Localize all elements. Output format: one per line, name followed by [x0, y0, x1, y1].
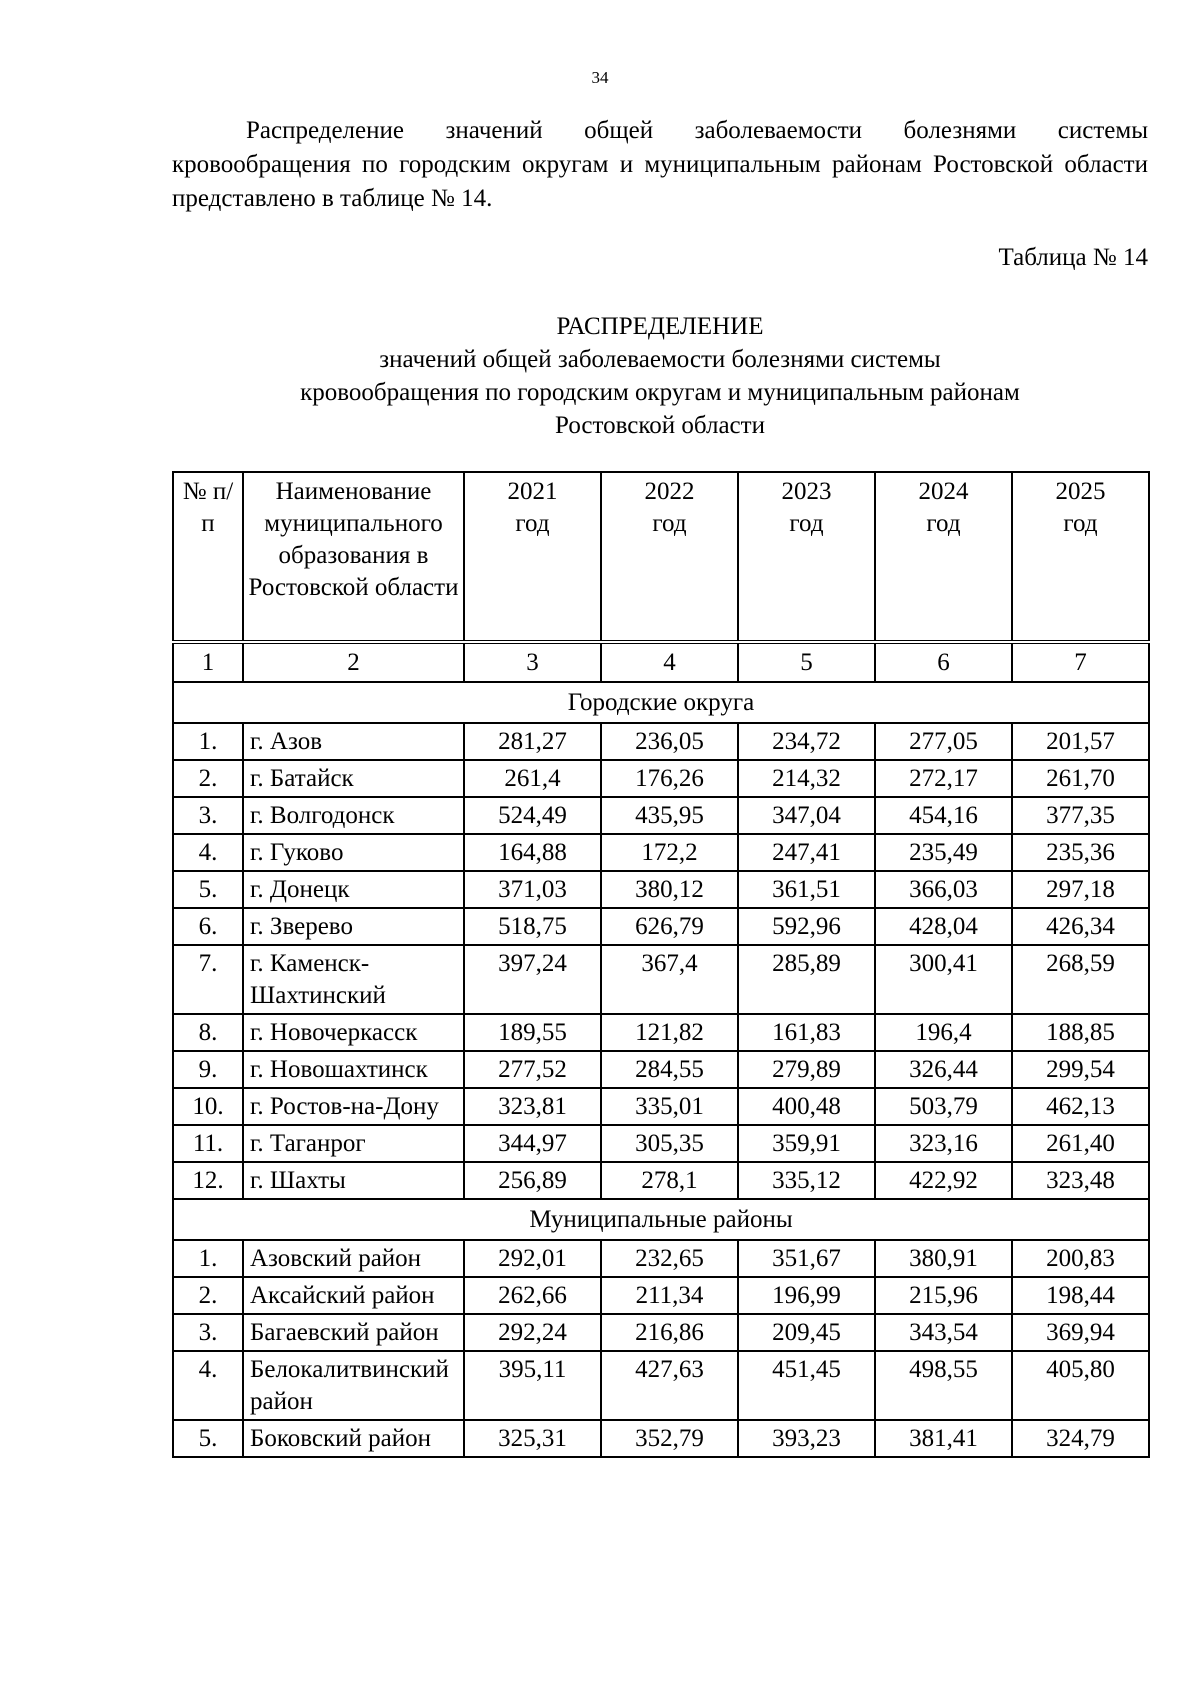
value-2022: 121,82: [601, 1014, 738, 1051]
value-2021: 524,49: [464, 797, 601, 834]
row-number: 10.: [173, 1088, 243, 1125]
value-2025: 426,34: [1012, 908, 1149, 945]
title-line-3: кровообращения по городским округам и муниципальным районам: [300, 379, 1020, 406]
value-2024: 215,96: [875, 1277, 1012, 1314]
table-row: [173, 1420, 1149, 1457]
municipality-name: г. Зверево: [243, 908, 464, 945]
value-2021: 256,89: [464, 1162, 601, 1199]
value-2022: 284,55: [601, 1051, 738, 1088]
title-line-2: значений общей заболеваемости болезнями системы: [379, 346, 941, 373]
intro-text: Распределение значений общей заболеваемости болезнями системы кровообращения по городским округам и муниципальным районам Ростовской области представлено в таблице № 14.: [172, 117, 1148, 212]
value-2022: 352,79: [601, 1420, 738, 1457]
row-number: 2.: [173, 760, 243, 797]
table-row: [173, 834, 1149, 871]
column-number-row: [173, 642, 1149, 682]
value-2021: 518,75: [464, 908, 601, 945]
municipality-name: Аксайский район: [243, 1277, 464, 1314]
value-2022: 211,34: [601, 1277, 738, 1314]
value-2025: 369,94: [1012, 1314, 1149, 1351]
value-2024: 422,92: [875, 1162, 1012, 1199]
header-row: [173, 472, 1149, 642]
value-2022: 335,01: [601, 1088, 738, 1125]
value-2024: 428,04: [875, 908, 1012, 945]
table-caption: Таблица № 14: [998, 244, 1148, 271]
value-2025: 324,79: [1012, 1420, 1149, 1457]
row-number: 11.: [173, 1125, 243, 1162]
value-2025: 188,85: [1012, 1014, 1149, 1051]
value-2021: 371,03: [464, 871, 601, 908]
title-line-1: РАСПРЕДЕЛЕНИЕ: [556, 313, 764, 340]
municipality-name: Белокалитвинский район: [243, 1351, 464, 1420]
value-2022: 367,4: [601, 945, 738, 1014]
section-row: [173, 682, 1149, 723]
header-2024: 2024 год: [875, 472, 1012, 642]
value-2021: 395,11: [464, 1351, 601, 1420]
table-row: [173, 908, 1149, 945]
value-2024: 277,05: [875, 723, 1012, 760]
row-number: 6.: [173, 908, 243, 945]
value-2024: 272,17: [875, 760, 1012, 797]
section-row: [173, 1199, 1149, 1240]
row-number: 1.: [173, 723, 243, 760]
value-2024: 380,91: [875, 1240, 1012, 1277]
value-2025: 201,57: [1012, 723, 1149, 760]
column-number: 1: [173, 642, 243, 682]
value-2025: 200,83: [1012, 1240, 1149, 1277]
row-number: 5.: [173, 1420, 243, 1457]
value-2025: 323,48: [1012, 1162, 1149, 1199]
value-2024: 343,54: [875, 1314, 1012, 1351]
value-2024: 503,79: [875, 1088, 1012, 1125]
table-row: [173, 1162, 1149, 1199]
table-row: [173, 1051, 1149, 1088]
value-2021: 397,24: [464, 945, 601, 1014]
table-row: [173, 797, 1149, 834]
header-2023: 2023 год: [738, 472, 875, 642]
header-2022: 2022 год: [601, 472, 738, 642]
table-row: [173, 871, 1149, 908]
value-2025: 405,80: [1012, 1351, 1149, 1420]
value-2024: 235,49: [875, 834, 1012, 871]
column-number: 7: [1012, 642, 1149, 682]
row-number: 12.: [173, 1162, 243, 1199]
value-2022: 216,86: [601, 1314, 738, 1351]
title-line-4: Ростовской области: [555, 412, 765, 439]
municipality-name: г. Волгодонск: [243, 797, 464, 834]
value-2023: 196,99: [738, 1277, 875, 1314]
value-2022: 176,26: [601, 760, 738, 797]
municipality-name: г. Шахты: [243, 1162, 464, 1199]
value-2025: 377,35: [1012, 797, 1149, 834]
value-2022: 172,2: [601, 834, 738, 871]
page-number: 34: [591, 68, 609, 87]
value-2022: 236,05: [601, 723, 738, 760]
value-2021: 344,97: [464, 1125, 601, 1162]
row-number: 1.: [173, 1240, 243, 1277]
value-2021: 281,27: [464, 723, 601, 760]
value-2025: 462,13: [1012, 1088, 1149, 1125]
value-2023: 234,72: [738, 723, 875, 760]
value-2024: 366,03: [875, 871, 1012, 908]
value-2024: 326,44: [875, 1051, 1012, 1088]
value-2025: 198,44: [1012, 1277, 1149, 1314]
municipality-name: г. Новошахтинск: [243, 1051, 464, 1088]
value-2025: 261,70: [1012, 760, 1149, 797]
value-2025: 235,36: [1012, 834, 1149, 871]
municipality-name: г. Донецк: [243, 871, 464, 908]
value-2023: 335,12: [738, 1162, 875, 1199]
municipality-name: г. Батайск: [243, 760, 464, 797]
value-2023: 592,96: [738, 908, 875, 945]
table-row: [173, 945, 1149, 1014]
table-row: [173, 723, 1149, 760]
value-2024: 323,16: [875, 1125, 1012, 1162]
table-row: [173, 1351, 1149, 1420]
value-2023: 451,45: [738, 1351, 875, 1420]
value-2023: 279,89: [738, 1051, 875, 1088]
value-2023: 347,04: [738, 797, 875, 834]
column-number: 6: [875, 642, 1012, 682]
column-number: 3: [464, 642, 601, 682]
value-2024: 498,55: [875, 1351, 1012, 1420]
value-2021: 164,88: [464, 834, 601, 871]
header-2021: 2021 год: [464, 472, 601, 642]
row-number: 9.: [173, 1051, 243, 1088]
municipality-name: г. Новочеркасск: [243, 1014, 464, 1051]
value-2022: 435,95: [601, 797, 738, 834]
value-2024: 300,41: [875, 945, 1012, 1014]
section-title: Городские округа: [173, 682, 1149, 723]
table-row: [173, 760, 1149, 797]
value-2022: 278,1: [601, 1162, 738, 1199]
value-2024: 381,41: [875, 1420, 1012, 1457]
value-2021: 261,4: [464, 760, 601, 797]
municipality-name: г. Гуково: [243, 834, 464, 871]
table-title: [172, 310, 1148, 442]
municipality-name: Азовский район: [243, 1240, 464, 1277]
table-row: [173, 1314, 1149, 1351]
table-row: [173, 1240, 1149, 1277]
municipality-name: г. Ростов-на-Дону: [243, 1088, 464, 1125]
value-2023: 285,89: [738, 945, 875, 1014]
value-2024: 454,16: [875, 797, 1012, 834]
value-2021: 262,66: [464, 1277, 601, 1314]
value-2021: 325,31: [464, 1420, 601, 1457]
table-row: [173, 1277, 1149, 1314]
row-number: 4.: [173, 834, 243, 871]
morbidity-table: [172, 471, 1150, 1458]
value-2021: 292,01: [464, 1240, 601, 1277]
section-title: Муниципальные районы: [173, 1199, 1149, 1240]
header-name: Наименование муниципального образования в Ростовской области: [243, 472, 464, 642]
header-number: № п/п: [173, 472, 243, 642]
value-2021: 189,55: [464, 1014, 601, 1051]
value-2021: 292,24: [464, 1314, 601, 1351]
value-2025: 268,59: [1012, 945, 1149, 1014]
value-2023: 393,23: [738, 1420, 875, 1457]
row-number: 4.: [173, 1351, 243, 1420]
value-2023: 351,67: [738, 1240, 875, 1277]
row-number: 3.: [173, 1314, 243, 1351]
table-row: [173, 1014, 1149, 1051]
value-2025: 299,54: [1012, 1051, 1149, 1088]
table-row: [173, 1125, 1149, 1162]
value-2022: 232,65: [601, 1240, 738, 1277]
value-2024: 196,4: [875, 1014, 1012, 1051]
column-number: 4: [601, 642, 738, 682]
value-2023: 161,83: [738, 1014, 875, 1051]
intro-paragraph: [172, 114, 1148, 216]
municipality-name: г. Каменск-Шахтинский: [243, 945, 464, 1014]
value-2025: 261,40: [1012, 1125, 1149, 1162]
value-2022: 305,35: [601, 1125, 738, 1162]
municipality-name: г. Азов: [243, 723, 464, 760]
value-2023: 400,48: [738, 1088, 875, 1125]
municipality-name: Багаевский район: [243, 1314, 464, 1351]
value-2023: 247,41: [738, 834, 875, 871]
row-number: 5.: [173, 871, 243, 908]
value-2021: 323,81: [464, 1088, 601, 1125]
row-number: 2.: [173, 1277, 243, 1314]
row-number: 7.: [173, 945, 243, 1014]
municipality-name: г. Таганрог: [243, 1125, 464, 1162]
value-2023: 214,32: [738, 760, 875, 797]
header-2025: 2025 год: [1012, 472, 1149, 642]
table-row: [173, 1088, 1149, 1125]
value-2023: 359,91: [738, 1125, 875, 1162]
row-number: 8.: [173, 1014, 243, 1051]
value-2021: 277,52: [464, 1051, 601, 1088]
value-2022: 427,63: [601, 1351, 738, 1420]
row-number: 3.: [173, 797, 243, 834]
value-2022: 626,79: [601, 908, 738, 945]
column-number: 2: [243, 642, 464, 682]
value-2023: 209,45: [738, 1314, 875, 1351]
value-2022: 380,12: [601, 871, 738, 908]
value-2025: 297,18: [1012, 871, 1149, 908]
municipality-name: Боковский район: [243, 1420, 464, 1457]
value-2023: 361,51: [738, 871, 875, 908]
column-number: 5: [738, 642, 875, 682]
